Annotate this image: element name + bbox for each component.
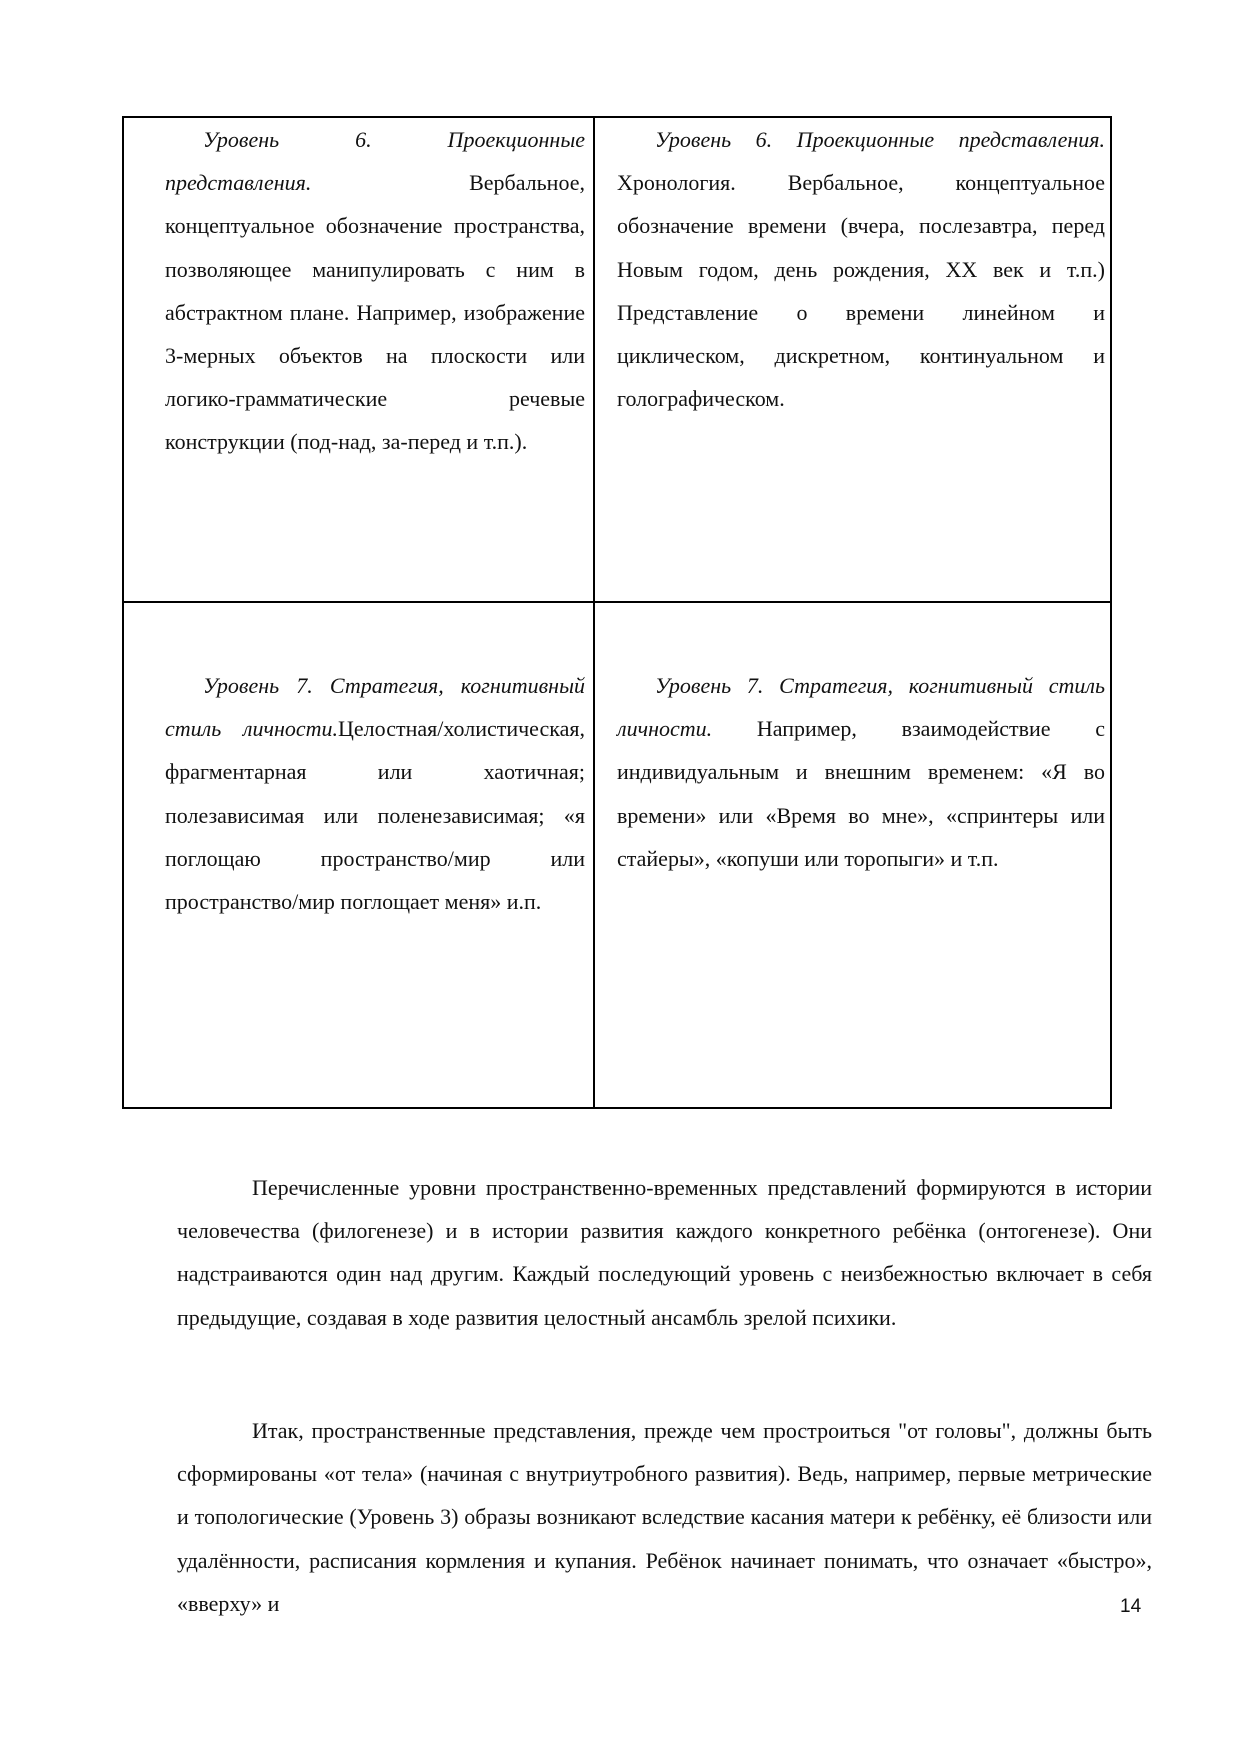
cell-text: Хронология. Вербальное, концептуальное обозначение времени (вчера, послезавтра, перед Новым годом, день рождения, XX век и т.п.) Представление о времени линейном и циклическом, дискретном, континуальном и голографическом. — [617, 170, 1105, 412]
body-paragraph: Перечисленные уровни пространственно-временных представлений формируются в истории человечества (филогенезе) и в истории развития каждого конкретного ребёнка (онтогенезе). Они надстраиваются один над другим. Каждый последующий уровень с неизбежностью включает в себя предыдущие, создавая в ходе развития целостный ансамбль зрелой психики. — [177, 1175, 1152, 1330]
cell-text: Например, взаимодействие с индивидуальным и внешним временем: «Я во времени» или «Время во мне», «спринтеры или стайеры», «копуши или торопыги» и т.п. — [617, 716, 1105, 871]
table-column-divider — [593, 118, 595, 1107]
cell-text: Целостная/холистическая, фрагментарная или хаотичная; полезависимая или поленезависимая; «я поглощаю пространство/мир или пространство/мир поглощает меня» и.п. — [165, 716, 585, 915]
page-number: 14 — [1120, 1596, 1142, 1617]
cell-heading: Уровень 6. Проекционные представления. — [655, 127, 1105, 152]
cell-heading: Уровень 7. Стратегия, когнитивный стиль личности. — [165, 673, 585, 742]
cell-heading: Уровень 7. Стратегия, когнитивный стиль личности. — [617, 673, 1105, 742]
table-cell-space-level-7 — [165, 664, 585, 923]
table-cell-space-level-6 — [165, 118, 585, 464]
table-cell-time-level-6 — [617, 118, 1105, 420]
cell-text: Вербальное, концептуальное обозначение пространства, позволяющее манипулировать с ним в абстрактном плане. Например, изображение 3-мерных объектов на плоскости или логико-грамматические речевые конструкции (под-над, за-перед и т.п.). — [165, 170, 585, 455]
table-cell-time-level-7 — [617, 664, 1105, 880]
table-row-divider — [124, 601, 1110, 603]
cell-heading: Уровень 6. Проекционные представления. — [165, 127, 585, 196]
body-paragraph: Итак, пространственные представления, прежде чем простроиться "от головы", должны быть сформированы «от тела» (начиная с внутриутробного развития). Ведь, например, первые метрические и топологические (Уровень 3) образы возникают вследствие касания матери к ребёнку, её близости или удалённости, расписания кормления и купания. Ребёнок начинает понимать, что означает «быстро», «вверху» и — [177, 1418, 1152, 1616]
levels-table — [122, 116, 1112, 1109]
